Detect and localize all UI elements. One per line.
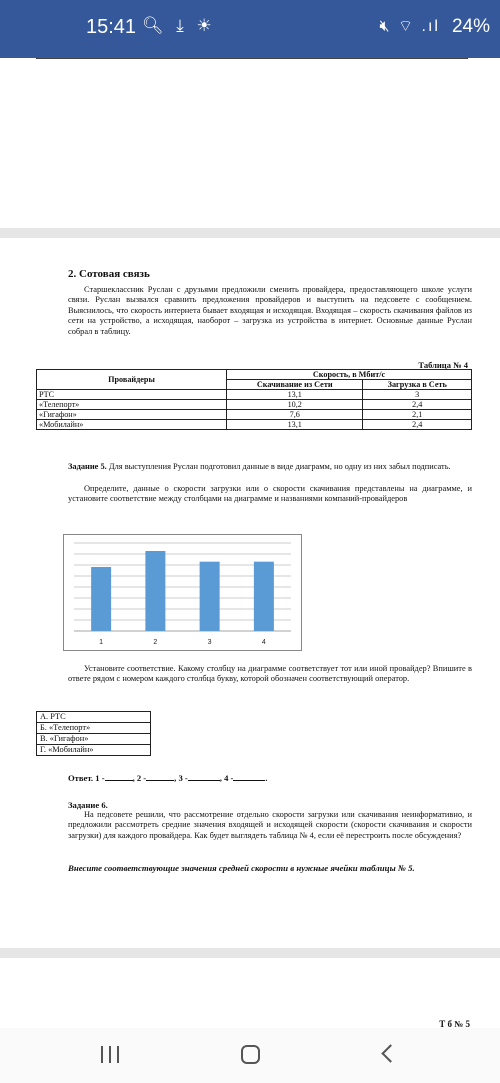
answer-blank-3[interactable]	[188, 773, 220, 781]
page-gap	[0, 948, 500, 958]
table-row	[37, 420, 472, 430]
instruction-note: Внесите соответствующие значения средней скорости в нужные ячейки таблицы № 5.	[68, 863, 415, 873]
option-a: А. РТС	[37, 712, 151, 723]
home-icon	[241, 1045, 260, 1064]
x-tick-label: 3	[207, 639, 212, 646]
task6-label: Задание 6.	[68, 800, 108, 810]
header-upload: Загрузка в Сеть	[363, 380, 472, 390]
navigation-bar	[0, 1028, 500, 1083]
x-tick-label: 1	[99, 639, 104, 646]
header-provider: Провайдеры	[37, 370, 227, 390]
table-caption: Таблица № 4	[418, 360, 468, 370]
table-row	[37, 410, 472, 420]
option-b: Б. «Телепорт»	[37, 723, 151, 734]
option-c: В. «Гигафон»	[37, 734, 151, 745]
back-button[interactable]	[370, 1040, 410, 1070]
download-value: 13,1	[227, 390, 363, 400]
answer-item-3: , 3 -	[174, 773, 188, 783]
intro-paragraph: Старшеклассник Руслан с друзьями предложили сменить провайдера, предоставляющего школе услуги связи. Руслан вызвался сравнить предложения провайдеров и выступить на педсовете с сообщением. Выяснилось, что скорость интернета бывает входящая и исходящая. Входящая – скорость скачивания файлов из сети на устройство, а исходящая, наоборот – загрузка из устройства в интернет. Основные данные Руслан собрал в таблицу.	[68, 285, 472, 336]
recent-apps-icon	[98, 1046, 122, 1068]
download-value: 13,1	[227, 420, 363, 430]
option-d: Г. «Мобилайн»	[37, 745, 151, 756]
back-icon	[381, 1044, 399, 1062]
signal-icons: 🔇︎ ⌔ .ıl	[379, 18, 440, 35]
upload-value: 3	[363, 390, 472, 400]
home-button[interactable]	[230, 1040, 270, 1070]
x-tick-label: 4	[261, 639, 266, 646]
document-page[interactable]	[0, 238, 500, 948]
x-tick-label: 2	[153, 639, 158, 646]
notification-icons: 🔍︎ ⤓ ☀︎	[142, 16, 216, 35]
provider-name: «Гигафон»	[37, 410, 227, 420]
match-paragraph: Установите соответствие. Какому столбцу на диаграмме соответствует тот или иной провайдер? Впишите в ответе рядом с номером каждого столбца букву, которой обозначен соответствующий оператор.	[68, 664, 472, 684]
chart-bar-3	[200, 562, 220, 631]
chart-bar-2	[145, 551, 165, 631]
upload-value: 2,4	[363, 420, 472, 430]
table-row	[37, 400, 472, 410]
answer-line: Ответ. 1 - , 2 - , 3 - , 4 - .	[68, 773, 268, 783]
provider-name: «Телепорт»	[37, 400, 227, 410]
task5-label: Задание 5.	[68, 462, 107, 471]
task5-text: Для выступления Руслан подготовил данные в виде диаграмм, но одну из них забыл подписать.	[106, 462, 451, 471]
chart-bar-1	[91, 567, 111, 631]
upload-value: 2,4	[363, 400, 472, 410]
answer-label: Ответ.	[68, 773, 94, 783]
answer-blank-2[interactable]	[146, 773, 174, 781]
download-value: 7,6	[227, 410, 363, 420]
download-value: 10,2	[227, 400, 363, 410]
header-rule	[36, 58, 468, 59]
task5-paragraph	[68, 462, 472, 472]
task6-paragraph: На педсовете решили, что рассмотрение отдельно скорости загрузки или скачивания неинформативно, и предложили рассмотреть средние значения входящей и исходящей скорости (скорости скачивания и скорости загрузки) для каждого провайдера. Как будет выглядеть таблица № 4, если её перестроить после обсуждения?	[68, 810, 472, 840]
answer-item-1: 1 -	[95, 773, 105, 783]
header-download: Скачивание из Сети	[227, 380, 363, 390]
recent-apps-button[interactable]	[90, 1040, 130, 1070]
task5-question: Определите, данные о скорости загрузки или о скорости скачивания представлены на диаграмме, и установите соответствие между столбцами на диаграмме и названиями компаний-провайдеров	[68, 484, 472, 504]
chart-bar-4	[254, 562, 274, 631]
chart-svg	[64, 535, 301, 650]
answer-blank-4[interactable]	[233, 773, 265, 781]
next-page-peek: Т б № 5	[439, 1019, 470, 1028]
page-gap	[0, 228, 500, 238]
table-row	[37, 390, 472, 400]
section-title: 2. Сотовая связь	[68, 268, 150, 280]
previous-page	[0, 58, 500, 228]
battery-level: 24%	[451, 16, 490, 37]
provider-name: РТС	[37, 390, 227, 400]
answer-item-4: , 4 -	[219, 773, 234, 783]
answer-blank-1[interactable]	[105, 773, 133, 781]
status-time: 15:41	[86, 16, 137, 38]
answer-item-2: , 2 -	[132, 773, 147, 783]
next-page	[0, 958, 500, 1028]
providers-table	[36, 369, 472, 430]
upload-value: 2,1	[363, 410, 472, 420]
status-bar	[0, 0, 500, 58]
header-speed: Скорость, в Мбит/с	[227, 370, 472, 380]
bar-chart	[63, 534, 302, 651]
options-table	[36, 711, 151, 756]
provider-name: «Мобилайн»	[37, 420, 227, 430]
